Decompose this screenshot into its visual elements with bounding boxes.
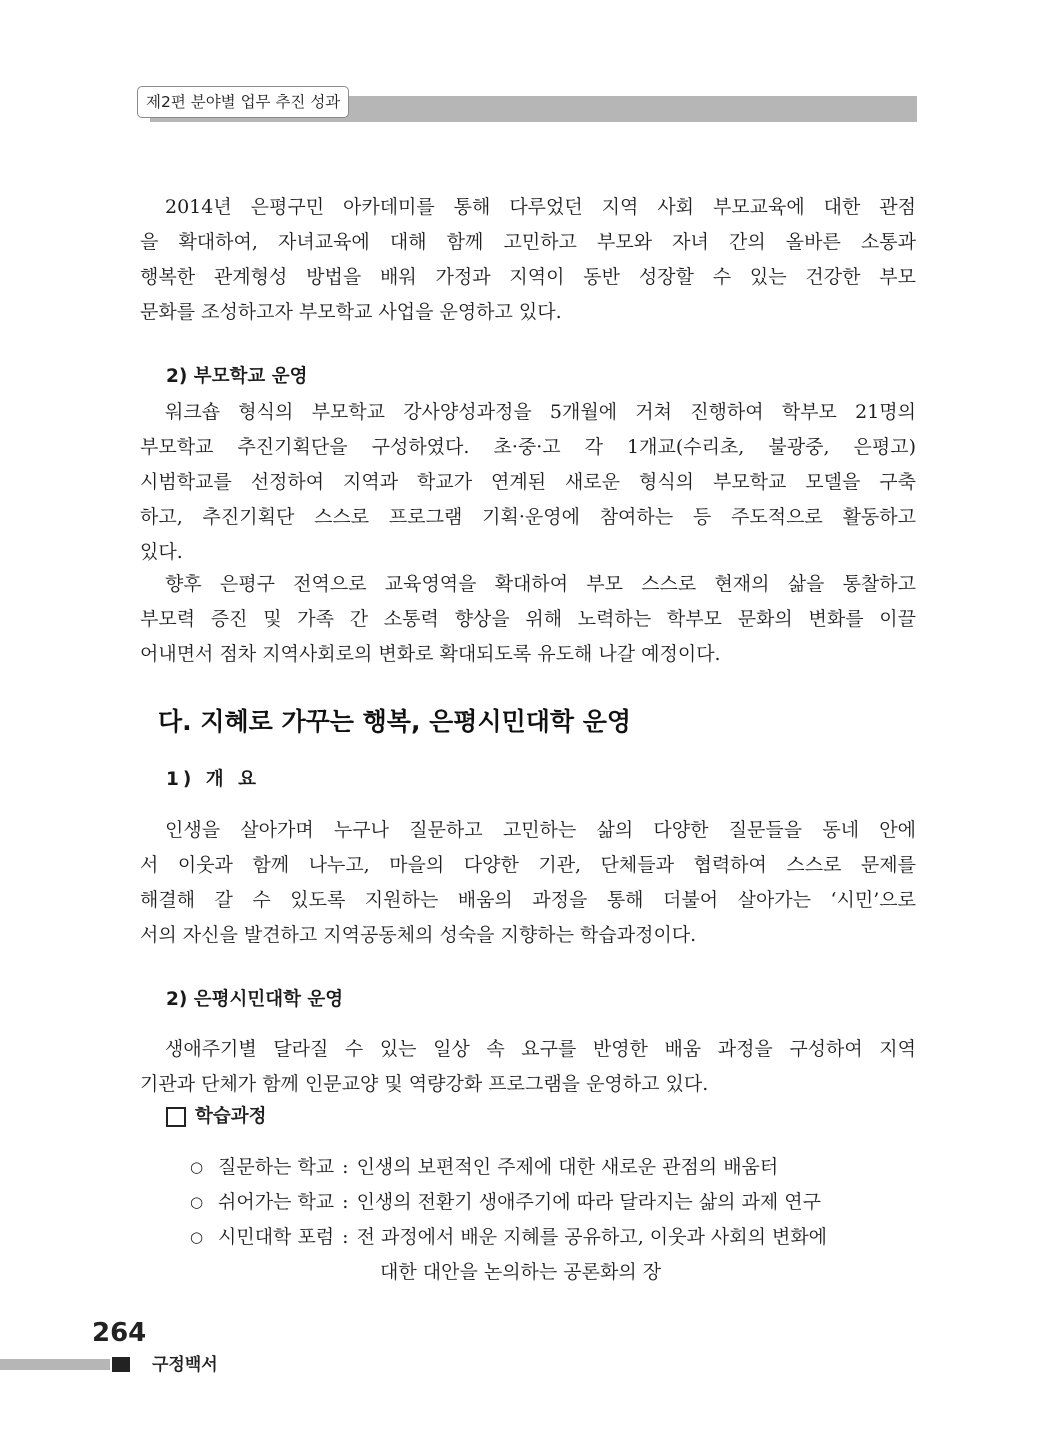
circle-bullet-icon: ○	[190, 1193, 204, 1211]
circle-bullet-icon: ○	[190, 1228, 204, 1246]
course-list	[190, 1150, 920, 1290]
colon-separator: :	[342, 1191, 349, 1213]
running-header-title: 제2편 분야별 업무 추진 성과	[137, 86, 349, 118]
parent-school-paragraph-2	[140, 567, 916, 672]
list-item	[190, 1150, 920, 1185]
page-number: 264	[92, 1318, 147, 1348]
courses-label: 학습과정	[195, 1106, 267, 1127]
section-heading: 다. 지혜로 가꾸는 행복, 은평시민대학 운영	[158, 707, 632, 736]
overview-paragraph	[140, 813, 916, 953]
course-term: 쉬어가는 학교	[218, 1191, 335, 1213]
text-line: 부모력 증진 및 가족 간 소통력 향상을 위해 노력하는 학부모 문화의 변화를 이끌	[140, 608, 916, 630]
text-line: 시범학교를 선정하여 지역과 학교가 연계된 새로운 형식의 부모학교 모델을 구축	[140, 471, 916, 493]
list-item	[190, 1185, 920, 1220]
text-line: 2014년 은평구민 아카데미를 통해 다루었던 지역 사회 부모교육에 대한 관점	[165, 196, 916, 218]
course-description: 인생의 보편적인 주제에 대한 새로운 관점의 배움터	[356, 1156, 779, 1178]
course-description-continuation: 대한 대안을 논의하는 공론화의 장	[380, 1261, 662, 1283]
text-line: 서 이웃과 함께 나누고, 마을의 다양한 기관, 단체들과 협력하여 스스로 문제를	[140, 854, 916, 876]
text-line: 기관과 단체가 함께 인문교양 및 역량강화 프로그램을 운영하고 있다.	[140, 1073, 709, 1095]
course-description: 전 과정에서 배운 지혜를 공유하고, 이웃과 사회의 변화에	[356, 1226, 828, 1248]
text-line: 어내면서 점차 지역사회로의 변화로 확대되도록 유도해 나갈 예정이다.	[140, 643, 721, 665]
text-line: 부모학교 추진기획단을 구성하였다. 초·중·고 각 1개교(수리초, 불광중, 은평고)	[140, 436, 916, 458]
text-line: 서의 자신을 발견하고 지역공동체의 성숙을 지향하는 학습과정이다.	[140, 924, 697, 946]
text-line: 해결해 갈 수 있도록 지원하는 배움의 과정을 통해 더불어 살아가는 ‘시민’으로	[140, 889, 916, 911]
checkbox-square-icon	[166, 1107, 186, 1127]
circle-bullet-icon: ○	[190, 1158, 204, 1176]
text-line: 문화를 조성하고자 부모학교 사업을 운영하고 있다.	[140, 301, 562, 323]
parent-school-paragraph-1	[140, 395, 916, 570]
operation-paragraph	[140, 1032, 916, 1102]
text-line: 을 확대하여, 자녀교육에 대해 함께 고민하고 부모와 자녀 간의 올바른 소통과	[140, 231, 916, 253]
footer-bar	[0, 1359, 110, 1370]
courses-heading	[166, 1102, 266, 1132]
colon-separator: :	[342, 1156, 349, 1178]
course-description: 인생의 전환기 생애주기에 따라 달라지는 삶의 과제 연구	[356, 1191, 821, 1213]
text-line: 하고, 추진기획단 스스로 프로그램 기획·운영에 참여하는 등 주도적으로 활동하고	[140, 506, 916, 528]
subsection-heading-overview: 1) 개 요	[166, 769, 260, 790]
text-line: 향후 은평구 전역으로 교육영역을 확대하여 부모 스스로 현재의 삶을 통찰하고	[165, 573, 916, 595]
course-term: 질문하는 학교	[218, 1156, 335, 1178]
text-line: 있다.	[140, 541, 183, 563]
footer-book-title: 구정백서	[152, 1355, 218, 1375]
footer-square-icon	[112, 1357, 130, 1372]
subsection-heading-operation: 2) 은평시민대학 운영	[166, 989, 344, 1010]
text-line: 인생을 살아가며 누구나 질문하고 고민하는 삶의 다양한 질문들을 동네 안에	[165, 819, 916, 841]
list-item	[190, 1220, 920, 1255]
text-line: 워크숍 형식의 부모학교 강사양성과정을 5개월에 거쳐 진행하여 학부모 21명의	[165, 401, 916, 423]
text-line: 행복한 관계형성 방법을 배워 가정과 지역이 동반 성장할 수 있는 건강한 부모	[140, 266, 916, 288]
course-term: 시민대학 포럼	[218, 1226, 335, 1248]
subsection-heading-parent-school: 2) 부모학교 운영	[166, 366, 308, 387]
text-line: 생애주기별 달라질 수 있는 일상 속 요구를 반영한 배움 과정을 구성하여 지역	[165, 1038, 916, 1060]
colon-separator: :	[342, 1226, 349, 1248]
intro-paragraph	[140, 190, 916, 330]
